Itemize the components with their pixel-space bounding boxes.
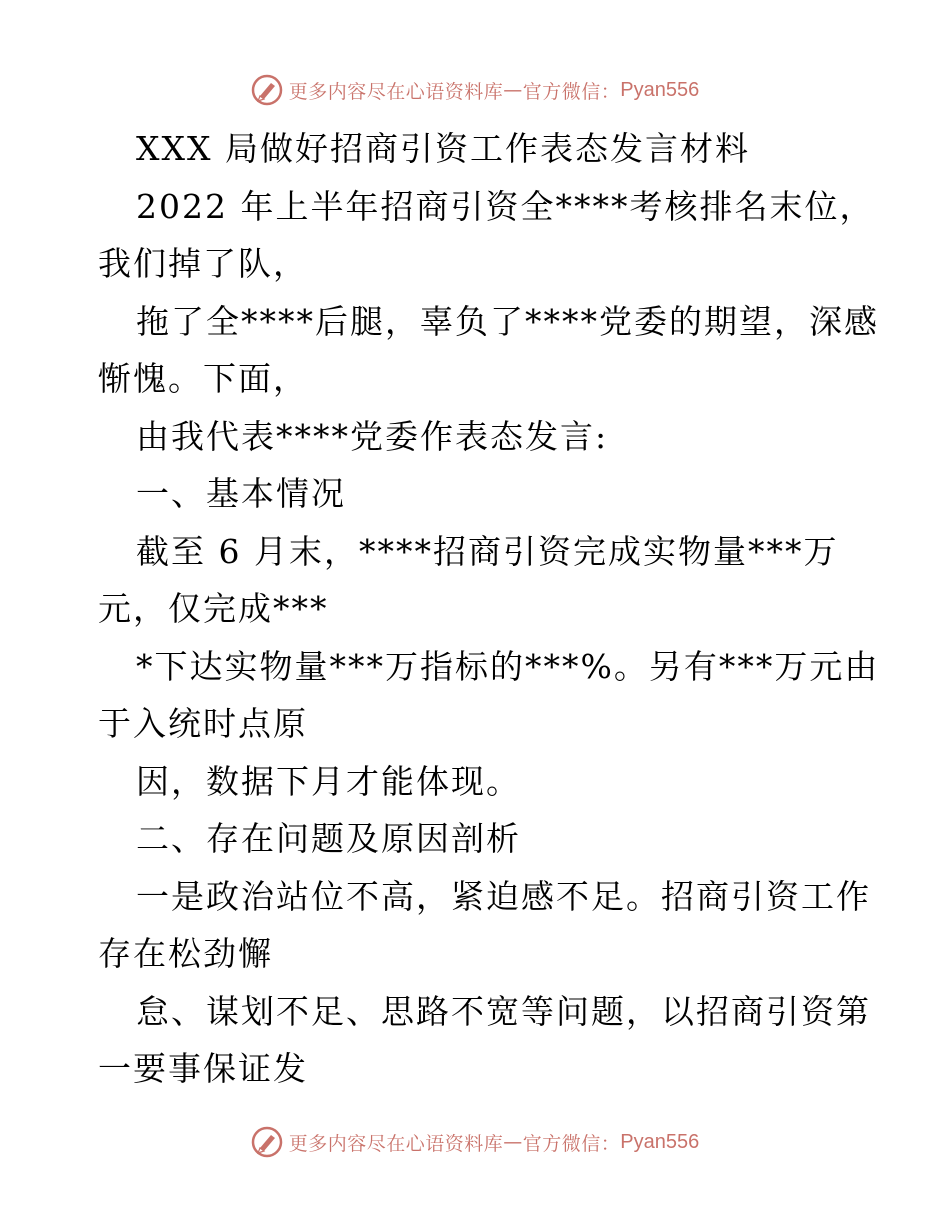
- paragraph-line: 惭愧。下面，: [98, 359, 308, 398]
- footer-watermark: [0, 1122, 950, 1162]
- pen-logo-icon: [251, 1126, 283, 1158]
- paragraph-line: 由我代表****党委作表态发言:: [136, 416, 609, 456]
- paragraph-line: 一要事保证发: [98, 1049, 308, 1088]
- paragraph-line: 元，仅完成***: [98, 589, 329, 628]
- section-heading: 一、基本情况: [136, 474, 346, 513]
- header-watermark: [0, 70, 950, 110]
- paragraph-line: 2022 年上半年招商引资全****考核排名末位，: [136, 186, 875, 226]
- paragraph-line: 因，数据下月才能体现。: [136, 761, 521, 801]
- paragraph-line: 怠、谋划不足、思路不宽等问题，以招商引资第: [136, 991, 871, 1031]
- watermark-label: 官方微信：: [522, 80, 621, 103]
- watermark-id: Pyan556: [620, 1130, 700, 1153]
- paragraph-line: 存在松劲懈: [98, 934, 273, 973]
- watermark-dash: —: [503, 1131, 523, 1153]
- watermark-id: Pyan556: [620, 78, 700, 101]
- watermark-text: 更多内容尽在心语资料库: [288, 80, 504, 103]
- watermark-dash: —: [503, 79, 523, 101]
- watermark-text: 更多内容尽在心语资料库: [288, 1132, 504, 1155]
- paragraph-line: 截至 6 月末，****招商引资完成实物量***万: [136, 531, 839, 571]
- document-title: XXX 局做好招商引资工作表态发言材料: [136, 129, 750, 168]
- paragraph-line: 于入统时点原: [98, 704, 308, 743]
- document-body: [98, 120, 880, 1098]
- paragraph-line: 我们掉了队，: [98, 244, 308, 283]
- watermark-label: 官方微信：: [522, 1132, 621, 1155]
- paragraph-line: 一是政治站位不高，紧迫感不足。招商引资工作: [136, 876, 871, 916]
- pen-logo-icon: [251, 74, 283, 106]
- paragraph-line: 拖了全****后腿，辜负了****党委的期望，深感: [136, 301, 879, 341]
- paragraph-line: *下达实物量***万指标的***%。另有***万元由: [136, 646, 880, 686]
- section-heading: 二、存在问题及原因剖析: [136, 819, 521, 858]
